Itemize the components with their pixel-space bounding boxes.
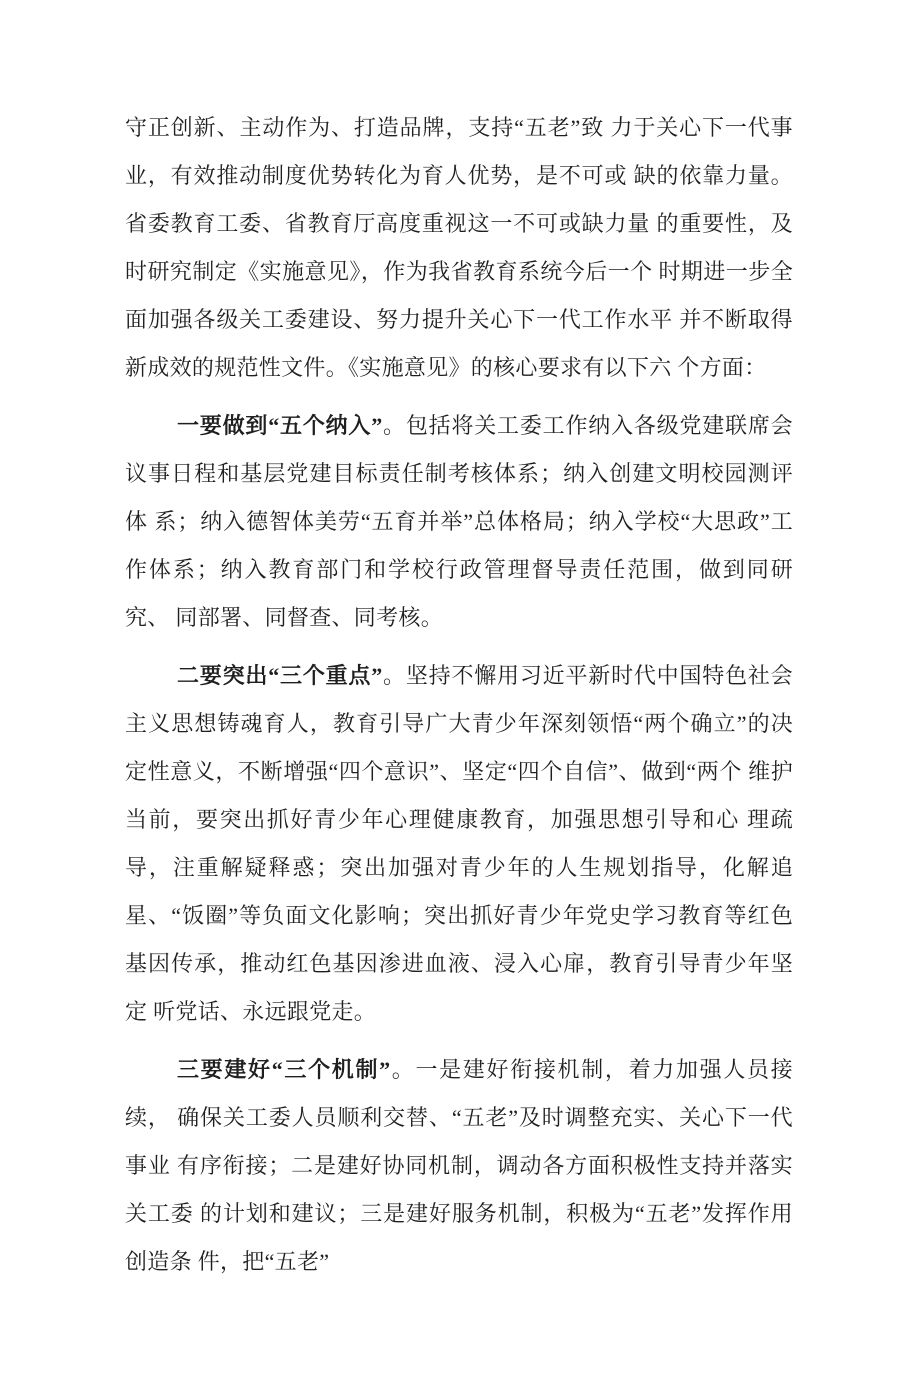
paragraph-point-one-text: 。包括将关工委工作纳入各级党建联席会 议事日程和基层党建目标责任制考核体系；纳入创建文明校园测评体 系；纳入德智体美劳“五育并举”总体格局；纳入学校“大思政”工 作体系；纳入教育部门和学校行政管理督导责任范围，做到同研究、 同部署、同督查、同考核。 xyxy=(125,413,793,630)
paragraph-point-one-lead: 一要做到“五个纳入” xyxy=(177,413,383,438)
paragraph-point-one xyxy=(125,402,793,642)
paragraph-point-two-lead: 二要突出“三个重点” xyxy=(177,663,383,688)
paragraph-intro-text: 守正创新、主动作为、打造品牌，支持“五老”致 力于关心下一代事业，有效推动制度优势转化为育人优势，是不可或 缺的依靠力量。省委教育工委、省教育厅高度重视这一不可或缺力量 的重要性，及时研究制定《实施意见》，作为我省教育系统今后一个 时期进一步全面加强各级关工委建设、努力提升关心下一代工作水平 并不断取得新成效的规范性文件。《实施意见》的核心要求有以下六 个方面： xyxy=(125,115,793,380)
paragraph-intro xyxy=(125,104,793,392)
paragraph-point-three-text: 。一是建好衔接机制，着力加强人员接续， 确保关工委人员顺利交替、“五老”及时调整充实、关心下一代事业 有序衔接；二是建好协同机制，调动各方面积极性支持并落实关工委 的计划和建议；三是建好服务机制，积极为“五老”发挥作用创造条 件，把“五老” xyxy=(125,1057,793,1274)
paragraph-point-two-text: 。坚持不懈用习近平新时代中国特色社会 主义思想铸魂育人，教育引导广大青少年深刻领悟“两个确立”的决 定性意义，不断增强“四个意识”、坚定“四个自信”、做到“两个 维护当前，要突出抓好青少年心理健康教育，加强思想引导和心 理疏导，注重解疑释惑；突出加强对青少年的人生规划指导，化解追 星、“饭圈”等负面文化影响；突出抓好青少年党史学习教育等红色 基因传承，推动红色基因渗进血液、浸入心扉，教育引导青少年坚定 听党话、永远跟党走。 xyxy=(125,663,793,1024)
paragraph-point-two xyxy=(125,652,793,1036)
paragraph-point-three-lead: 三要建好“三个机制” xyxy=(177,1057,391,1082)
document-body xyxy=(125,104,793,1286)
paragraph-point-three xyxy=(125,1046,793,1286)
